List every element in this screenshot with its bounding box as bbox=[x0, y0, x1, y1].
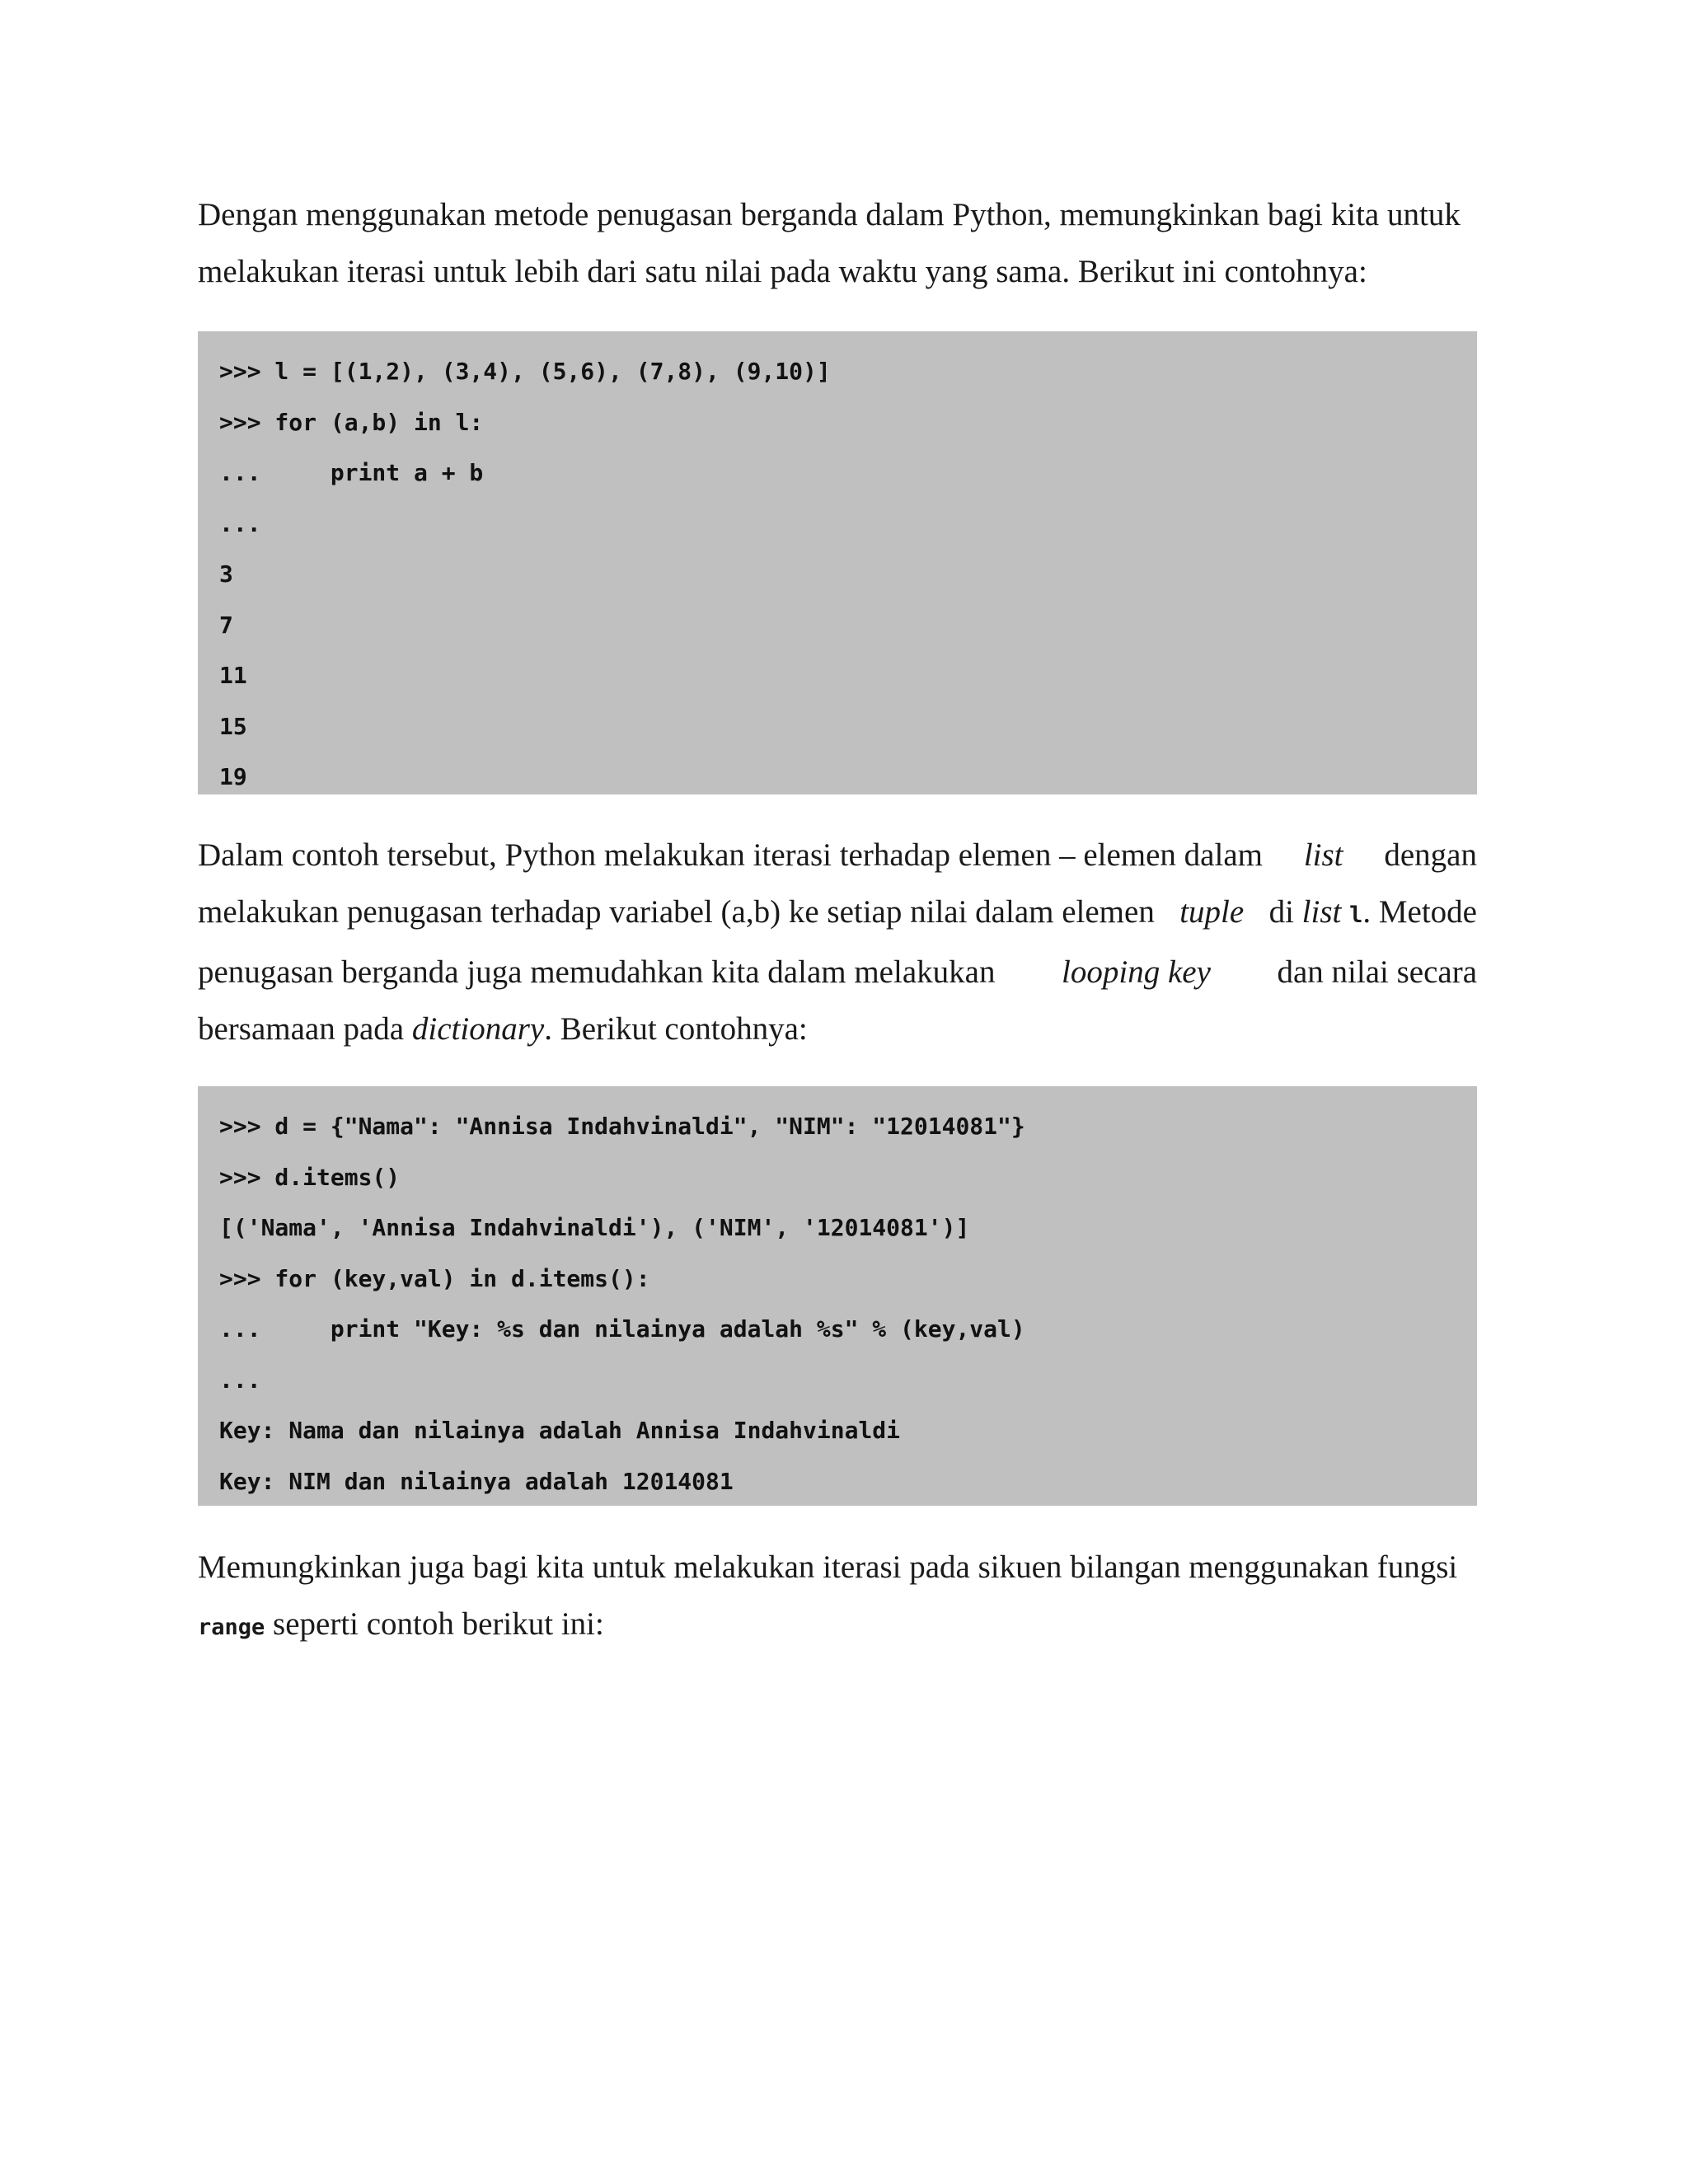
code-line: >>> for (key,val) in d.items(): bbox=[219, 1264, 650, 1292]
code-line: >>> d = {"Nama": "Annisa Indahvinaldi", "NIM": "12014081"} bbox=[219, 1113, 1025, 1140]
paragraph-text: Dengan menggunakan metode penugasan berganda dalam Python, memungkinkan bagi kita untuk bbox=[198, 197, 1461, 232]
inline-code: l bbox=[1349, 902, 1363, 928]
paragraph-range bbox=[198, 1539, 1477, 1656]
paragraph-text: Memungkinkan juga bagi kita untuk melakukan iterasi pada sikuen bilangan menggunakan fungsi bbox=[198, 1549, 1458, 1585]
code-line: 15 bbox=[219, 712, 247, 740]
paragraph-text: melakukan iterasi untuk lebih dari satu nilai pada waktu yang sama. Berikut ini contohnya: bbox=[198, 254, 1367, 289]
paragraph-text: . Metode bbox=[1362, 894, 1477, 930]
code-line: >>> d.items() bbox=[219, 1163, 401, 1191]
paragraph-text: dan nilai secara bbox=[1277, 954, 1477, 990]
code-line: Key: Nama dan nilainya adalah Annisa Indahvinaldi bbox=[219, 1417, 901, 1444]
italic-term: looping key bbox=[1062, 954, 1211, 990]
paragraph-line bbox=[198, 186, 1477, 243]
italic-term: dictionary bbox=[411, 1011, 545, 1047]
italic-term: list bbox=[1303, 837, 1343, 873]
code-block-loop bbox=[198, 331, 1477, 794]
code-line: ... print a + b bbox=[219, 459, 484, 486]
code-line: >>> for (a,b) in l: bbox=[219, 408, 484, 436]
paragraph-line bbox=[198, 883, 1477, 944]
paragraph-explanation bbox=[198, 827, 1477, 1057]
paragraph-text: . Berikut contohnya: bbox=[544, 1011, 808, 1047]
code-line: 19 bbox=[219, 763, 247, 790]
code-line: Key: NIM dan nilainya adalah 12014081 bbox=[219, 1467, 734, 1495]
inline-code: range bbox=[198, 1615, 265, 1640]
paragraph-text: seperti contoh berikut ini: bbox=[265, 1606, 604, 1642]
italic-term: list bbox=[1301, 894, 1342, 930]
code-block-dictionary bbox=[198, 1086, 1477, 1506]
code-line: ... bbox=[219, 509, 261, 537]
paragraph-text: Dalam contoh tersebut, Python melakukan iterasi terhadap elemen – elemen dalam bbox=[198, 837, 1263, 873]
code-line: ... print "Key: %s dan nilainya adalah %s" % (key,val) bbox=[219, 1315, 1025, 1343]
paragraph-line bbox=[198, 1001, 1477, 1057]
paragraph-text: penugasan berganda juga memudahkan kita dalam melakukan bbox=[198, 954, 996, 990]
paragraph-text: bersamaan pada bbox=[198, 1011, 405, 1047]
paragraph-text: di bbox=[1268, 894, 1294, 930]
paragraph-text: melakukan penugasan terhadap variabel (a,b) ke setiap nilai dalam elemen bbox=[198, 894, 1155, 930]
paragraph-line bbox=[198, 944, 1477, 1001]
code-line: >>> l = [(1,2), (3,4), (5,6), (7,8), (9,10)] bbox=[219, 358, 831, 385]
paragraph-line bbox=[198, 1596, 1477, 1656]
code-line: 3 bbox=[219, 560, 233, 588]
code-line: ... bbox=[219, 1366, 261, 1394]
paragraph-line bbox=[198, 1539, 1477, 1596]
code-line: 11 bbox=[219, 662, 247, 689]
code-line: 7 bbox=[219, 611, 233, 639]
italic-term: tuple bbox=[1179, 894, 1245, 930]
paragraph-line bbox=[198, 827, 1477, 883]
paragraph-text: dengan bbox=[1384, 837, 1477, 873]
paragraph-line bbox=[198, 243, 1477, 300]
paragraph-text-group bbox=[1269, 883, 1477, 944]
paragraph-intro bbox=[198, 186, 1477, 300]
code-line: [('Nama', 'Annisa Indahvinaldi'), ('NIM', '12014081')] bbox=[219, 1214, 970, 1241]
